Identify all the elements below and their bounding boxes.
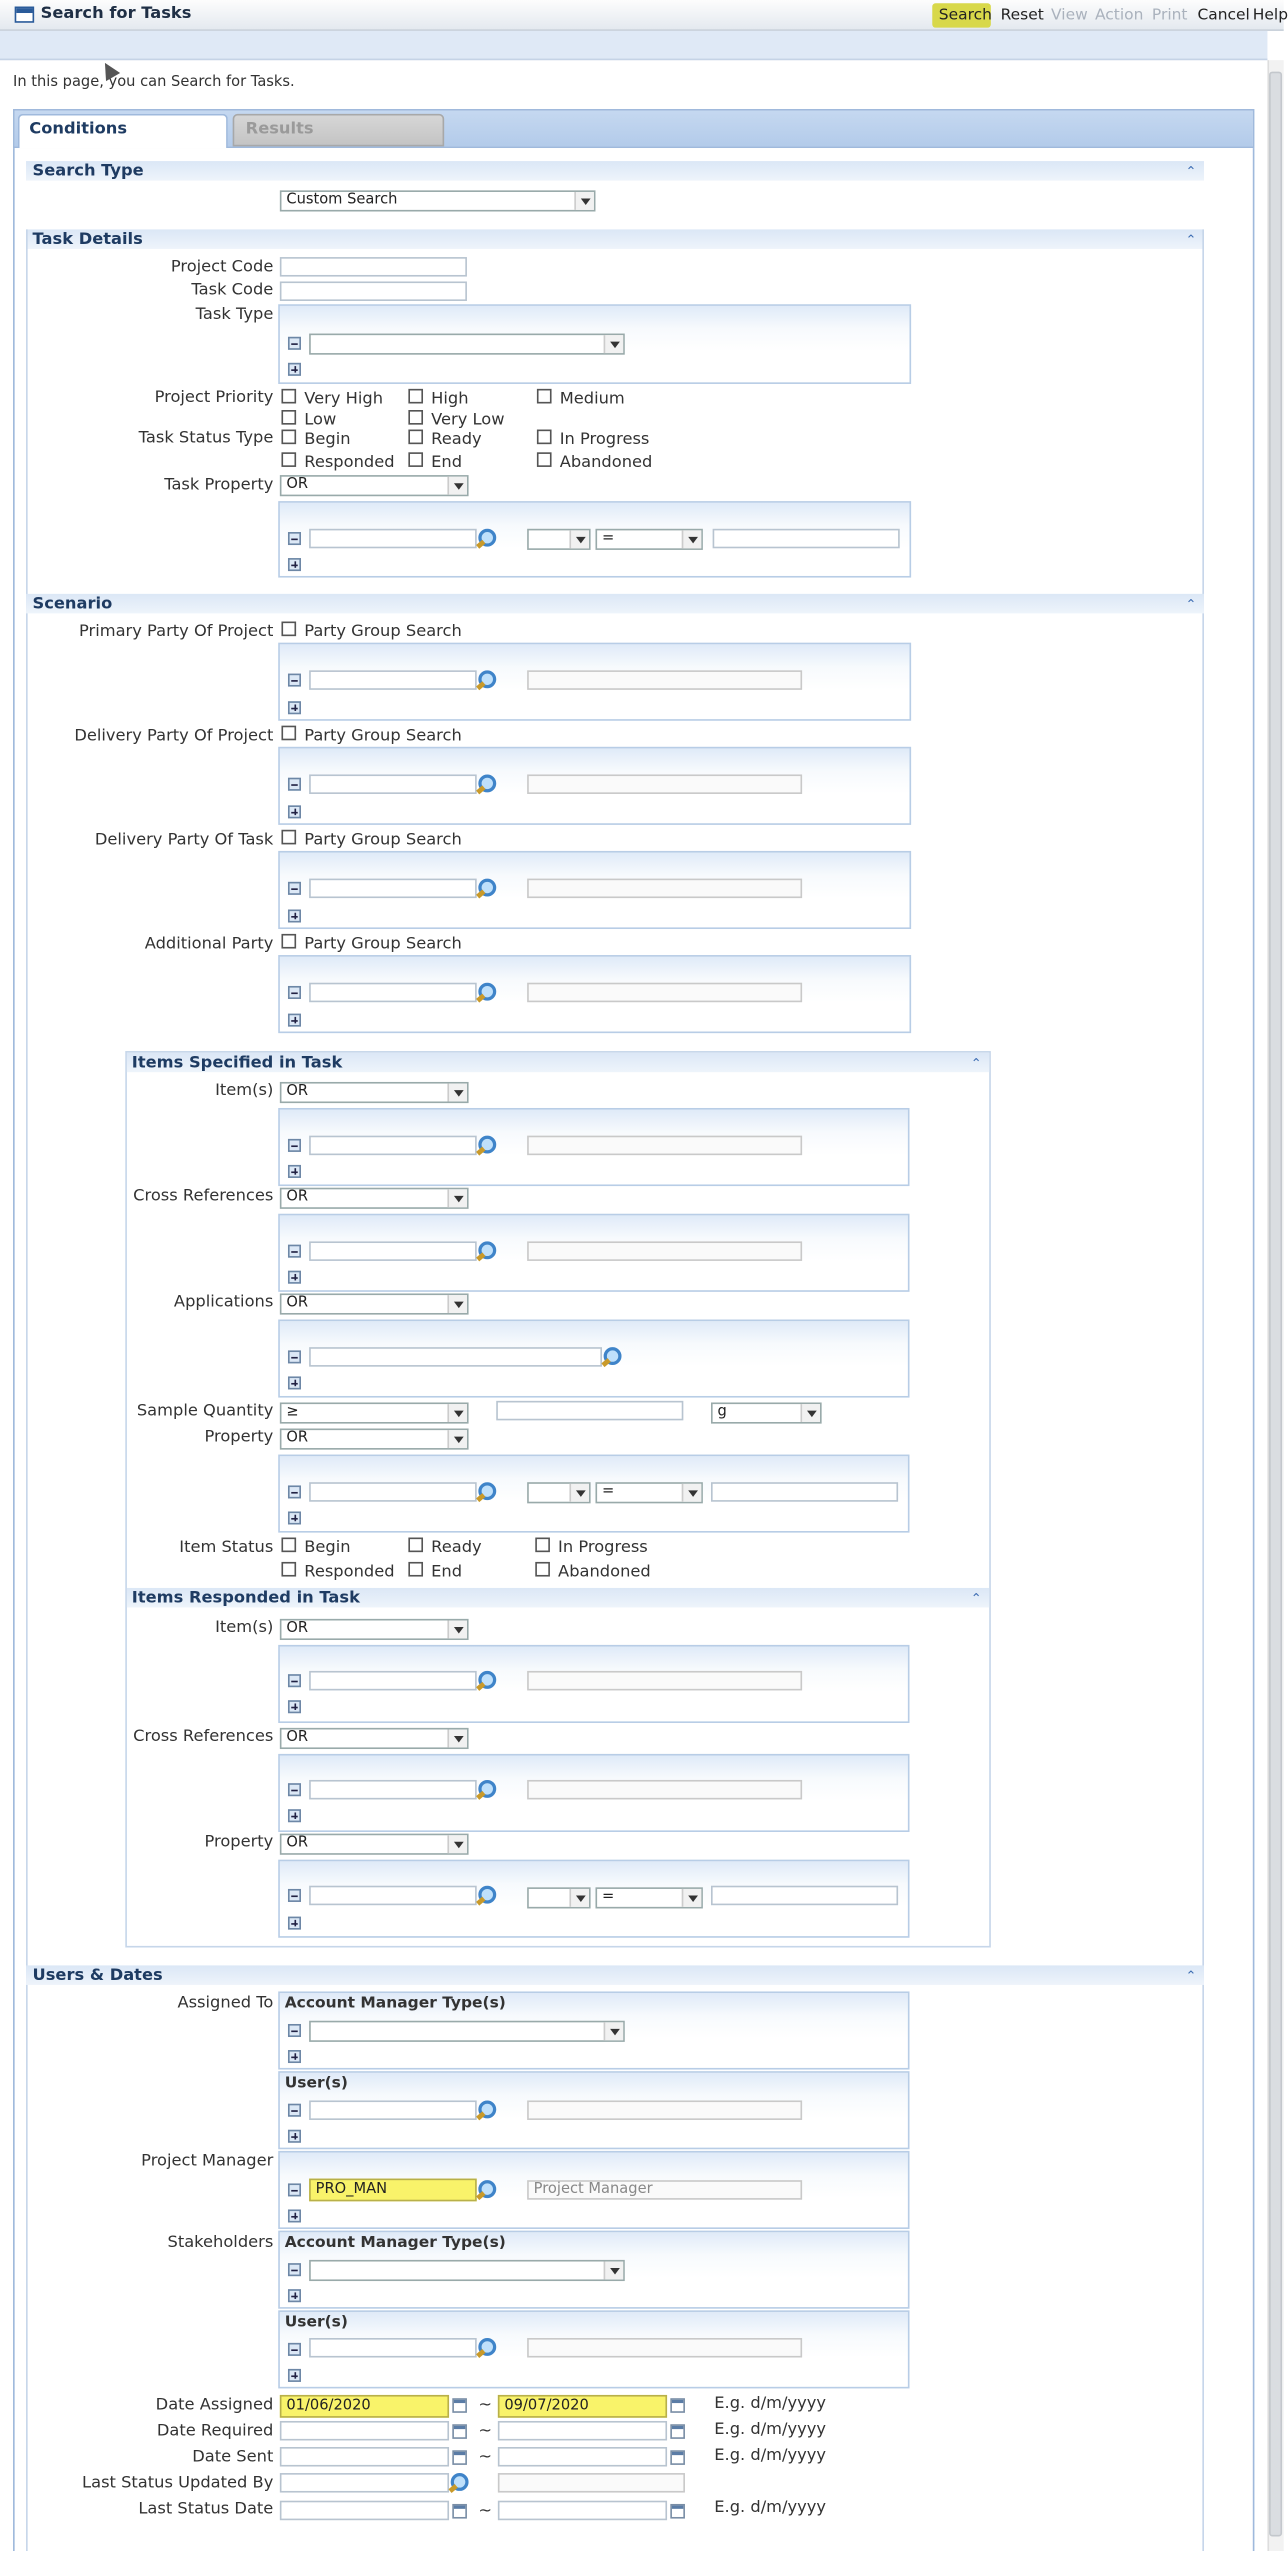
calendar-icon[interactable] (670, 2424, 685, 2439)
delivery-party-project-name-field (527, 774, 802, 794)
priority-very-low-label: Very Low (431, 411, 505, 430)
status-in-progress-checkbox[interactable] (537, 430, 552, 445)
item-status-responded-checkbox[interactable] (281, 1562, 296, 1577)
party-group-search-label: Party Group Search (304, 831, 462, 850)
stakeholder-user-input[interactable] (309, 2338, 477, 2358)
remove-row-icon[interactable] (288, 674, 301, 687)
task-code-label: Task Code (191, 281, 274, 300)
view-button[interactable]: View (1051, 6, 1088, 25)
responded-property-op-select[interactable]: OR (280, 1834, 469, 1855)
search-type-header (26, 161, 1204, 181)
add-row-icon[interactable] (288, 805, 301, 818)
item-status-ready-label: Ready (431, 1539, 482, 1558)
search-icon[interactable] (477, 1886, 497, 1906)
remove-row-icon[interactable] (288, 1889, 301, 1902)
priority-high-checkbox[interactable] (408, 389, 423, 404)
party-group-search-label: Party Group Search (304, 623, 462, 642)
search-icon[interactable] (449, 2473, 469, 2493)
add-row-icon[interactable] (288, 701, 301, 714)
date-hint: E.g. d/m/yyyy (714, 2420, 827, 2439)
remove-row-icon[interactable] (288, 1245, 301, 1258)
search-icon[interactable] (477, 2100, 497, 2120)
project-manager-input[interactable]: PRO_MAN (309, 2179, 477, 2202)
task-details-title: Task Details (32, 231, 143, 249)
party-group-search-label: Party Group Search (304, 727, 462, 746)
status-begin-checkbox[interactable] (281, 430, 296, 445)
items-label: Item(s) (215, 1081, 274, 1100)
applications-label: Applications (173, 1293, 274, 1312)
cancel-button[interactable]: Cancel (1197, 6, 1250, 25)
remove-row-icon[interactable] (288, 1783, 301, 1796)
property-input[interactable] (309, 1482, 477, 1502)
date-assigned-to-input[interactable]: 09/07/2020 (498, 2395, 667, 2418)
add-row-icon[interactable] (288, 2289, 301, 2302)
tab-results-label: Results (245, 120, 314, 139)
status-begin-label: Begin (304, 431, 351, 450)
date-assigned-from-input[interactable]: 01/06/2020 (280, 2395, 449, 2418)
additional-party-name-field (527, 983, 802, 1003)
add-row-icon[interactable] (288, 1511, 301, 1524)
item-status-begin-checkbox[interactable] (281, 1538, 296, 1553)
priority-very-low-checkbox[interactable] (408, 410, 423, 425)
collapse-icon[interactable]: ⌃ (970, 1055, 982, 1071)
cross-references-label: Cross References (133, 1187, 274, 1206)
items-responded-title: Items Responded in Task (131, 1589, 360, 1608)
status-ready-label: Ready (431, 431, 482, 450)
scrollbar-thumb[interactable] (1269, 72, 1282, 2537)
search-icon[interactable] (477, 1136, 497, 1156)
task-property-value-input[interactable] (713, 529, 900, 549)
status-responded-checkbox[interactable] (281, 452, 296, 467)
task-code-input[interactable] (280, 281, 467, 301)
print-button[interactable]: Print (1151, 6, 1188, 25)
last-status-date-to-input[interactable] (498, 2501, 667, 2521)
item-status-responded-label: Responded (304, 1563, 395, 1582)
priority-low-label: Low (304, 411, 337, 430)
project-code-input[interactable] (280, 257, 467, 277)
remove-row-icon[interactable] (288, 2183, 301, 2196)
search-type-select[interactable]: Custom Search (280, 190, 596, 211)
item-status-end-label: End (431, 1563, 463, 1582)
users-dates-title: Users & Dates (32, 1967, 163, 1985)
sample-quantity-input[interactable] (496, 1401, 683, 1421)
search-type-title: Search Type (32, 162, 144, 181)
header-bar (0, 0, 1284, 31)
property-op-select[interactable]: OR (280, 1429, 469, 1450)
responded-property-qualifier-select[interactable] (527, 1887, 590, 1908)
users-label: User(s) (284, 2074, 348, 2093)
remove-row-icon[interactable] (288, 986, 301, 999)
project-manager-name-field: Project Manager (527, 2180, 802, 2200)
collapse-icon[interactable]: ⌃ (1185, 164, 1197, 179)
sample-quantity-op-select[interactable]: ≥ (280, 1402, 469, 1423)
primary-party-label: Primary Party Of Project (78, 623, 274, 642)
tab-conditions-label: Conditions (29, 120, 128, 139)
users-dates-header (26, 1965, 1204, 1985)
range-separator: ~ (478, 2448, 492, 2467)
calendar-icon[interactable] (670, 2450, 685, 2465)
add-row-icon[interactable] (288, 2209, 301, 2222)
items-op-select[interactable]: OR (280, 1082, 469, 1103)
range-separator: ~ (478, 2396, 492, 2415)
responded-cross-references-op-select[interactable]: OR (280, 1728, 469, 1749)
date-hint: E.g. d/m/yyyy (714, 2447, 827, 2465)
stakeholder-am-type-select[interactable] (309, 2260, 625, 2281)
calendar-icon[interactable] (670, 2398, 685, 2413)
delivery-party-project-label: Delivery Party Of Project (74, 727, 274, 746)
last-status-updated-by-label: Last Status Updated By (82, 2474, 274, 2493)
users-label: User(s) (284, 2313, 348, 2332)
calendar-icon[interactable] (452, 2398, 467, 2413)
last-status-updated-by-input[interactable] (280, 2473, 449, 2493)
add-row-icon[interactable] (288, 1809, 301, 1822)
collapse-icon[interactable]: ⌃ (1185, 597, 1197, 612)
date-sent-label: Date Sent (192, 2448, 274, 2467)
responded-property-input[interactable] (309, 1886, 477, 1906)
add-row-icon[interactable] (288, 558, 301, 571)
add-row-icon[interactable] (288, 909, 301, 922)
search-icon[interactable] (477, 529, 497, 549)
property-label: Property (204, 1428, 274, 1447)
date-required-from-input[interactable] (280, 2421, 449, 2441)
add-row-icon[interactable] (288, 363, 301, 376)
application-input[interactable] (309, 1347, 602, 1367)
status-abandoned-label: Abandoned (559, 453, 653, 472)
task-type-select[interactable] (309, 334, 625, 355)
remove-row-icon[interactable] (288, 1485, 301, 1498)
search-icon[interactable] (477, 983, 497, 1003)
status-responded-label: Responded (304, 453, 395, 472)
item-status-ready-checkbox[interactable] (408, 1538, 423, 1553)
responded-cross-references-label: Cross References (133, 1727, 274, 1746)
search-icon[interactable] (477, 774, 497, 794)
help-button[interactable]: Help (1252, 6, 1288, 25)
date-sent-from-input[interactable] (280, 2447, 449, 2467)
responded-cross-reference-name-field (527, 1780, 802, 1800)
project-manager-label: Project Manager (141, 2152, 274, 2171)
delivery-party-task-name-field (527, 879, 802, 899)
scenario-title: Scenario (32, 595, 113, 614)
cross-references-op-select[interactable]: OR (280, 1188, 469, 1209)
project-code-label: Project Code (170, 258, 274, 277)
account-manager-types-label: Account Manager Type(s) (284, 1994, 506, 2013)
delivery-party-task-input[interactable] (309, 879, 477, 899)
date-required-to-input[interactable] (498, 2421, 667, 2441)
window-icon (15, 7, 35, 23)
search-icon[interactable] (477, 1482, 497, 1502)
date-sent-to-input[interactable] (498, 2447, 667, 2467)
responded-property-value-input[interactable] (711, 1886, 898, 1906)
search-button[interactable]: Search (938, 6, 992, 25)
remove-row-icon[interactable] (288, 532, 301, 545)
assigned-to-label: Assigned To (177, 1994, 274, 2013)
status-end-label: End (431, 453, 463, 472)
task-property-op-select[interactable]: OR (280, 475, 469, 496)
responded-items-label: Item(s) (215, 1618, 274, 1637)
page-title: Search for Tasks (40, 4, 192, 23)
responded-cross-reference-input[interactable] (309, 1780, 477, 1800)
action-button[interactable]: Action (1094, 6, 1144, 25)
item-status-in-progress-label: In Progress (558, 1539, 648, 1558)
task-status-type-label: Task Status Type (138, 429, 274, 448)
item-status-abandoned-label: Abandoned (558, 1563, 651, 1582)
item-name-field (527, 1136, 802, 1156)
search-icon[interactable] (477, 670, 497, 690)
date-hint: E.g. d/m/yyyy (714, 2394, 827, 2413)
priority-medium-checkbox[interactable] (537, 389, 552, 404)
status-in-progress-label: In Progress (559, 431, 650, 450)
responded-property-label: Property (204, 1833, 274, 1852)
date-required-label: Date Required (156, 2422, 274, 2441)
task-property-comparator-select[interactable]: = (595, 529, 702, 550)
item-input[interactable] (309, 1136, 477, 1156)
add-row-icon[interactable] (288, 2050, 301, 2063)
remove-row-icon[interactable] (288, 1139, 301, 1152)
range-separator: ~ (478, 2502, 492, 2521)
add-row-icon[interactable] (288, 1014, 301, 1027)
search-icon[interactable] (477, 1671, 497, 1691)
applications-op-select[interactable]: OR (280, 1293, 469, 1314)
add-row-icon[interactable] (288, 1917, 301, 1930)
last-status-date-from-input[interactable] (280, 2501, 449, 2521)
search-icon[interactable] (602, 1347, 622, 1367)
sample-quantity-label: Sample Quantity (136, 1402, 274, 1421)
responded-item-name-field (527, 1671, 802, 1691)
range-separator: ~ (478, 2422, 492, 2441)
responded-item-input[interactable] (309, 1671, 477, 1691)
stakeholders-label: Stakeholders (167, 2233, 274, 2252)
search-icon[interactable] (477, 1241, 497, 1261)
priority-medium-label: Medium (559, 390, 625, 409)
item-status-abandoned-checkbox[interactable] (535, 1562, 550, 1577)
delivery-task-group-checkbox[interactable] (281, 830, 296, 845)
property-qualifier-select[interactable] (527, 1482, 590, 1503)
status-abandoned-checkbox[interactable] (537, 452, 552, 467)
sub-bar (0, 31, 1267, 60)
remove-row-icon[interactable] (288, 2343, 301, 2356)
last-status-date-label: Last Status Date (138, 2500, 274, 2519)
search-icon[interactable] (477, 1780, 497, 1800)
delivery-party-project-input[interactable] (309, 774, 477, 794)
status-ready-checkbox[interactable] (408, 430, 423, 445)
reset-button[interactable]: Reset (1000, 6, 1044, 25)
priority-very-high-label: Very High (304, 390, 384, 409)
task-property-label: Task Property (164, 476, 274, 495)
collapse-icon[interactable]: ⌃ (970, 1591, 982, 1606)
assigned-am-type-select[interactable] (309, 2021, 625, 2042)
additional-party-group-checkbox[interactable] (281, 934, 296, 949)
last-status-updated-by-name-field (498, 2473, 685, 2493)
property-comparator-select[interactable]: = (595, 1482, 702, 1503)
item-status-begin-label: Begin (304, 1539, 351, 1558)
remove-row-icon[interactable] (288, 1350, 301, 1363)
calendar-icon[interactable] (452, 2424, 467, 2439)
assigned-user-input[interactable] (309, 2100, 477, 2120)
delivery-project-group-checkbox[interactable] (281, 726, 296, 741)
intro-text: In this page, you can Search for Tasks. (13, 74, 295, 92)
priority-very-high-checkbox[interactable] (281, 389, 296, 404)
add-row-icon[interactable] (288, 1700, 301, 1713)
project-priority-label: Project Priority (154, 388, 274, 407)
priority-high-label: High (431, 390, 469, 409)
task-type-label: Task Type (195, 305, 274, 324)
item-status-in-progress-checkbox[interactable] (535, 1538, 550, 1553)
primary-party-input[interactable] (309, 670, 477, 690)
assigned-user-name-field (527, 2100, 802, 2120)
priority-low-checkbox[interactable] (281, 410, 296, 425)
search-icon[interactable] (477, 879, 497, 899)
additional-party-label: Additional Party (144, 935, 274, 954)
primary-party-group-checkbox[interactable] (281, 622, 296, 637)
task-property-qualifier-select[interactable] (527, 529, 590, 550)
account-manager-types-label: Account Manager Type(s) (284, 2233, 506, 2252)
delivery-party-task-label: Delivery Party Of Task (94, 831, 274, 850)
sample-unit-select[interactable]: g (711, 1402, 822, 1423)
remove-row-icon[interactable] (288, 2263, 301, 2276)
add-row-icon[interactable] (288, 1271, 301, 1284)
remove-row-icon[interactable] (288, 2024, 301, 2037)
date-assigned-label: Date Assigned (155, 2396, 274, 2415)
remove-row-icon[interactable] (288, 778, 301, 791)
item-status-label: Item Status (179, 1539, 274, 1558)
collapse-icon[interactable]: ⌃ (1185, 1968, 1197, 1984)
search-icon[interactable] (477, 2338, 497, 2358)
date-hint: E.g. d/m/yyyy (714, 2499, 827, 2517)
property-value-input[interactable] (711, 1482, 898, 1502)
party-group-search-label: Party Group Search (304, 935, 462, 954)
cross-reference-input[interactable] (309, 1241, 477, 1261)
calendar-icon[interactable] (452, 2450, 467, 2465)
add-row-icon[interactable] (288, 1376, 301, 1389)
remove-row-icon[interactable] (288, 882, 301, 895)
scenario-header (26, 594, 1204, 614)
remove-row-icon[interactable] (288, 337, 301, 350)
stakeholder-user-name-field (527, 2338, 802, 2358)
calendar-icon[interactable] (670, 2504, 685, 2519)
items-specified-title: Items Specified in Task (131, 1054, 343, 1073)
search-icon[interactable] (477, 2180, 497, 2200)
additional-party-input[interactable] (309, 983, 477, 1003)
status-end-checkbox[interactable] (408, 452, 423, 467)
remove-row-icon[interactable] (288, 1674, 301, 1687)
add-row-icon[interactable] (288, 2130, 301, 2143)
primary-party-name-field (527, 670, 802, 690)
calendar-icon[interactable] (452, 2504, 467, 2519)
responded-items-op-select[interactable]: OR (280, 1619, 469, 1640)
responded-property-comparator-select[interactable]: = (595, 1887, 702, 1908)
item-status-end-checkbox[interactable] (408, 1562, 423, 1577)
add-row-icon[interactable] (288, 2369, 301, 2382)
collapse-icon[interactable]: ⌃ (1185, 232, 1197, 248)
remove-row-icon[interactable] (288, 2104, 301, 2117)
cross-reference-name-field (527, 1241, 802, 1261)
add-row-icon[interactable] (288, 1165, 301, 1178)
task-property-input[interactable] (309, 529, 477, 549)
